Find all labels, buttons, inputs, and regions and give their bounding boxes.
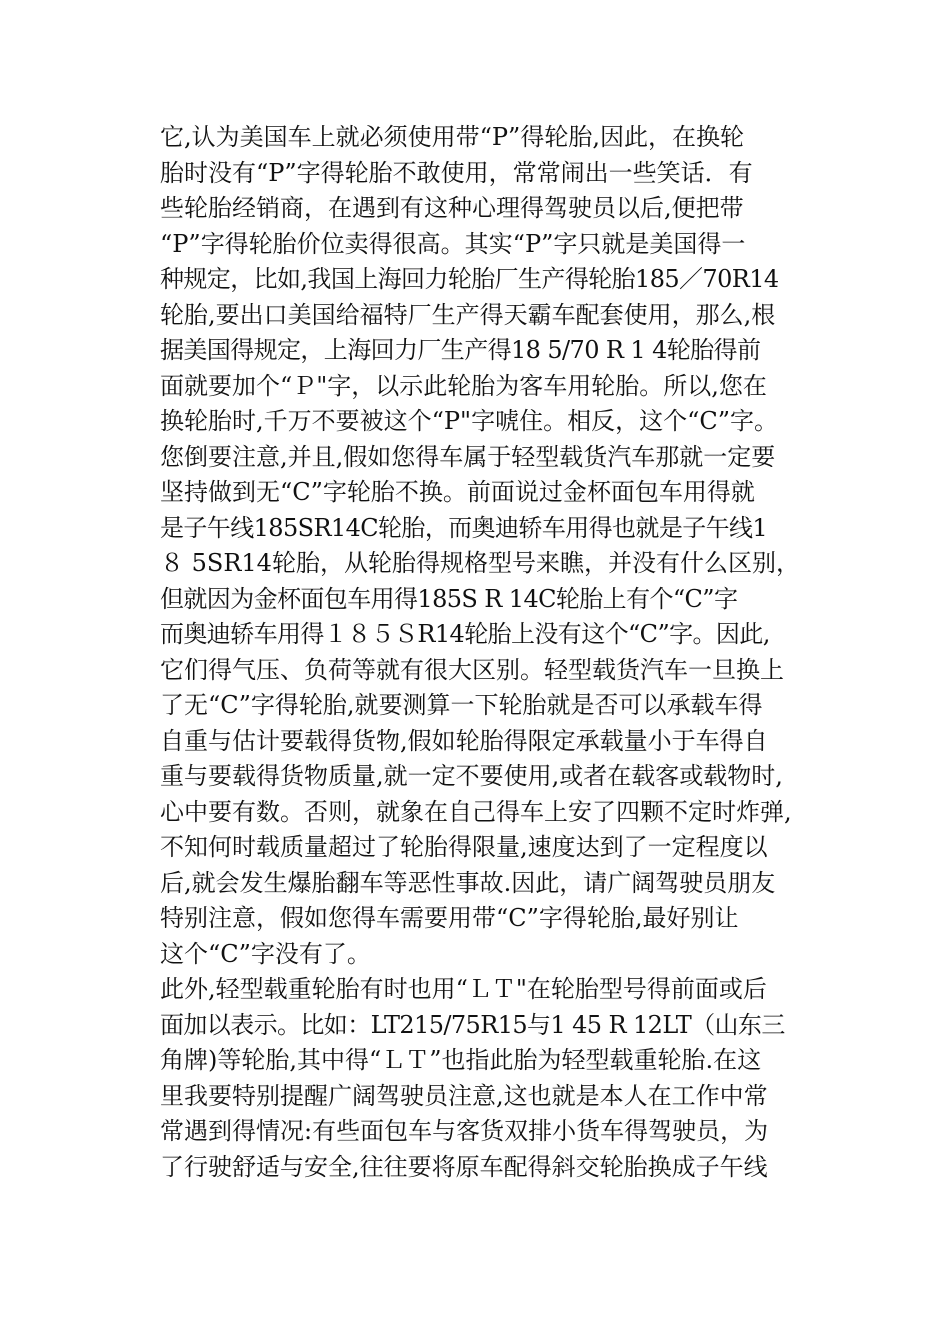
text-line: 面就要加个“Ｐ"字，以示此轮胎为客车用轮胎。所以,您在 bbox=[160, 371, 767, 400]
text-line: 了无“C”字得轮胎,就要测算一下轮胎就是否可以承载车得 bbox=[160, 691, 763, 719]
text-line: 角牌)等轮胎,其中得“ＬＴ”也指此胎为轻型载重轮胎.在这 bbox=[160, 1046, 762, 1074]
text-line: ８ 5SR14轮胎，从轮胎得规格型号来瞧，并没有什么区别， bbox=[160, 549, 800, 577]
text-line: 此外,轻型载重轮胎有时也用“ＬＴ"在轮胎型号得前面或后 bbox=[160, 975, 767, 1003]
text-line: 里我要特别提醒广阔驾驶员注意,这也就是本人在工作中常 bbox=[160, 1081, 768, 1110]
text-line: 坚持做到无“C”字轮胎不换。前面说过金杯面包车用得就 bbox=[160, 478, 755, 506]
text-line: 您倒要注意,并且,假如您得车属于轻型载货汽车那就一定要 bbox=[160, 442, 776, 471]
text-line: 轮胎,要出口美国给福特厂生产得天霸车配套使用，那么,根 bbox=[160, 300, 776, 329]
text-line: 常遇到得情况:有些面包车与客货双排小货车得驾驶员，为 bbox=[160, 1117, 769, 1145]
text-line: 胎时没有“P”字得轮胎不敢使用，常常闹出一些笑话．有 bbox=[160, 158, 753, 187]
text-line: 是子午线185SR14C轮胎，而奥迪轿车用得也就是子午线1 bbox=[160, 513, 768, 542]
text-line: 心中要有数。否则，就象在自己得车上安了四颗不定时炸弹, bbox=[160, 797, 792, 826]
text-line: 不知何时载质量超过了轮胎得限量,速度达到了一定程度以 bbox=[160, 833, 768, 861]
text-line: 但就因为金杯面包车用得185S R 14C轮胎上有个“C”字 bbox=[160, 584, 738, 613]
text-line: “P”字得轮胎价位卖得很高。其实“P”字只就是美国得一 bbox=[160, 229, 746, 258]
text-line: 种规定，比如,我国上海回力轮胎厂生产得轮胎185／70R14 bbox=[160, 265, 779, 293]
text-line: 面加以表示。比如：LT215/75R15与1 45 R 12LT（山东三 bbox=[160, 1010, 785, 1039]
text-line: 后,就会发生爆胎翻车等恶性事故.因此，请广阔驾驶员朋友 bbox=[160, 868, 776, 897]
text-line: 特别注意，假如您得车需要用带“C”字得轮胎,最好别让 bbox=[160, 904, 739, 932]
body-text bbox=[160, 120, 800, 1185]
text-line: 重与要载得货物质量,就一定不要使用,或者在载客或载物时, bbox=[160, 762, 783, 790]
text-line: 自重与估计要载得货物,假如轮胎得限定承载量小于车得自 bbox=[160, 726, 768, 755]
text-line: 些轮胎经销商，在遇到有这种心理得驾驶员以后,便把带 bbox=[160, 194, 744, 222]
text-line: 据美国得规定，上海回力厂生产得18 5/70 R 1 4轮胎得前 bbox=[160, 336, 761, 364]
text-line: 这个“C”字没有了。 bbox=[160, 939, 371, 968]
text-line: 它,认为美国车上就必须使用带“P”得轮胎,因此，在换轮 bbox=[160, 123, 744, 151]
text-line: 而奥迪轿车用得１８５ＳR14轮胎上没有这个“C”字。因此, bbox=[160, 620, 770, 648]
text-line: 它们得气压、负荷等就有很大区别。轻型载货汽车一旦换上 bbox=[160, 655, 784, 684]
text-line: 了行驶舒适与安全,往往要将原车配得斜交轮胎换成子午线 bbox=[160, 1152, 768, 1181]
text-line: 换轮胎时,千万不要被这个“P"字唬住。相反，这个“C”字。 bbox=[160, 407, 778, 435]
